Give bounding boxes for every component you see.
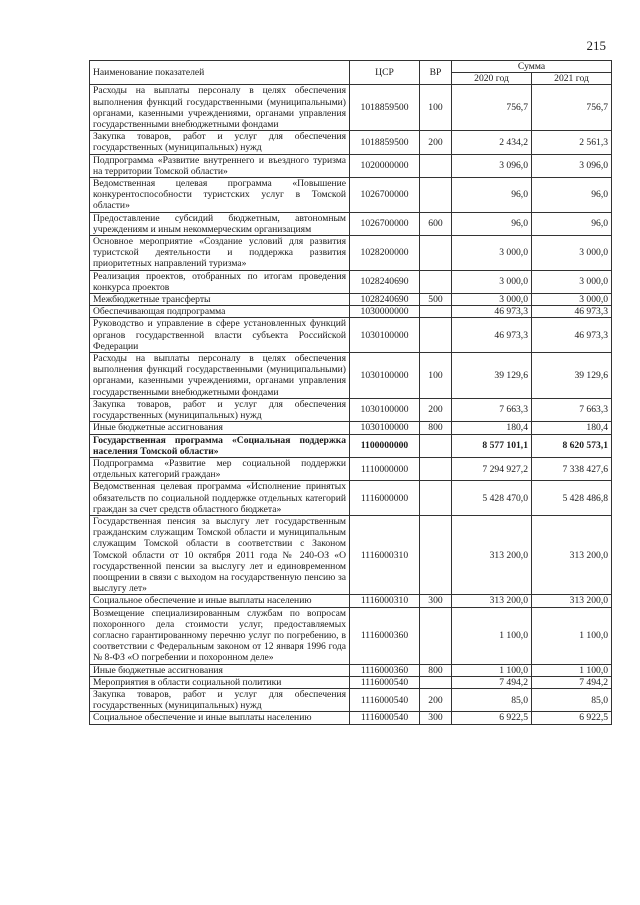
row-sum-2021: 2 561,3 bbox=[532, 131, 612, 154]
row-vr: 200 bbox=[420, 688, 452, 711]
row-sum-2021: 3 000,0 bbox=[532, 294, 612, 306]
row-name: Возмещение специализированным службам по вопросам похоронного дела стоимости услуг, предоставляемых согласно гарантированному перечню услуг по погребению, в соответствии с Федеральным законом от 12 января 1996 года № 8-ФЗ «О погребении и похоронном деле» bbox=[90, 607, 350, 664]
row-csr: 1116000360 bbox=[350, 607, 420, 664]
row-sum-2021: 3 000,0 bbox=[532, 270, 612, 293]
row-vr: 200 bbox=[420, 131, 452, 154]
row-csr: 1116000360 bbox=[350, 664, 420, 676]
table-row bbox=[90, 212, 612, 235]
row-csr: 1028240690 bbox=[350, 294, 420, 306]
row-vr bbox=[420, 236, 452, 271]
row-name: Предоставление субсидий бюджетным, автономным учреждениям и иным некоммерческим организациям bbox=[90, 212, 350, 235]
row-name: Государственная пенсия за выслугу лет государственным гражданским служащим Томской области и муниципальным служащим Томской области в соответствии с Законом Томской области от 10 октября 2011 года № 240-ОЗ «О государственной пенсии за выслугу лет и единовременном поощрении в связи с выходом на государственную пенсию за выслугу лет» bbox=[90, 515, 350, 594]
table-row bbox=[90, 595, 612, 607]
header-vr: ВР bbox=[420, 61, 452, 85]
row-sum-2020: 7 294 927,2 bbox=[452, 457, 532, 480]
row-vr: 300 bbox=[420, 712, 452, 724]
row-sum-2021: 180,4 bbox=[532, 422, 612, 434]
table-header bbox=[90, 61, 612, 85]
row-sum-2020: 3 096,0 bbox=[452, 154, 532, 177]
table-row bbox=[90, 712, 612, 724]
row-csr: 1020000000 bbox=[350, 154, 420, 177]
row-sum-2020: 1 100,0 bbox=[452, 664, 532, 676]
row-sum-2020: 7 663,3 bbox=[452, 398, 532, 421]
header-year-2021: 2021 год bbox=[532, 73, 612, 85]
row-sum-2020: 96,0 bbox=[452, 212, 532, 235]
header-sum: Сумма bbox=[452, 61, 612, 73]
row-sum-2020: 3 000,0 bbox=[452, 270, 532, 293]
row-vr bbox=[420, 676, 452, 688]
row-sum-2021: 313 200,0 bbox=[532, 595, 612, 607]
row-csr: 1028200000 bbox=[350, 236, 420, 271]
row-vr: 800 bbox=[420, 422, 452, 434]
row-sum-2020: 6 922,5 bbox=[452, 712, 532, 724]
row-csr: 1018859500 bbox=[350, 85, 420, 131]
row-csr: 1116000310 bbox=[350, 595, 420, 607]
row-sum-2020: 85,0 bbox=[452, 688, 532, 711]
row-sum-2020: 8 577 101,1 bbox=[452, 434, 532, 457]
row-vr bbox=[420, 154, 452, 177]
row-name: Социальное обеспечение и иные выплаты населению bbox=[90, 712, 350, 724]
row-csr: 1116000540 bbox=[350, 676, 420, 688]
row-vr bbox=[420, 515, 452, 594]
row-csr: 1028240690 bbox=[350, 270, 420, 293]
row-name: Межбюджетные трансферты bbox=[90, 294, 350, 306]
row-sum-2021: 96,0 bbox=[532, 212, 612, 235]
table-body bbox=[90, 85, 612, 724]
row-csr: 1030100000 bbox=[350, 318, 420, 353]
row-sum-2021: 313 200,0 bbox=[532, 515, 612, 594]
row-name: Подпрограмма «Развитие внутреннего и въездного туризма на территории Томской области» bbox=[90, 154, 350, 177]
header-csr: ЦСР bbox=[350, 61, 420, 85]
row-name: Ведомственная целевая программа «Исполнение принятых обязательств по социальной поддержке отдельных категорий граждан за счет средств областного бюджета» bbox=[90, 481, 350, 516]
row-vr bbox=[420, 481, 452, 516]
row-csr: 1116000000 bbox=[350, 481, 420, 516]
row-vr bbox=[420, 270, 452, 293]
row-sum-2020: 180,4 bbox=[452, 422, 532, 434]
row-name: Социальное обеспечение и иные выплаты населению bbox=[90, 595, 350, 607]
row-name: Руководство и управление в сфере установленных функций органов государственной власти субъекта Российской Федерации bbox=[90, 318, 350, 353]
row-vr bbox=[420, 306, 452, 318]
row-name: Государственная программа «Социальная поддержка населения Томской области» bbox=[90, 434, 350, 457]
row-vr: 300 bbox=[420, 595, 452, 607]
row-vr bbox=[420, 318, 452, 353]
budget-table bbox=[89, 60, 612, 725]
table-row bbox=[90, 131, 612, 154]
row-vr: 500 bbox=[420, 294, 452, 306]
row-csr: 1116000540 bbox=[350, 688, 420, 711]
row-sum-2021: 85,0 bbox=[532, 688, 612, 711]
row-csr: 1030100000 bbox=[350, 353, 420, 399]
row-sum-2021: 3 096,0 bbox=[532, 154, 612, 177]
row-sum-2020: 313 200,0 bbox=[452, 595, 532, 607]
row-sum-2021: 756,7 bbox=[532, 85, 612, 131]
header-year-2020: 2020 год bbox=[452, 73, 532, 85]
row-sum-2020: 7 494,2 bbox=[452, 676, 532, 688]
table-row bbox=[90, 236, 612, 271]
row-csr: 1026700000 bbox=[350, 212, 420, 235]
row-sum-2021: 7 663,3 bbox=[532, 398, 612, 421]
row-name: Иные бюджетные ассигнования bbox=[90, 422, 350, 434]
row-sum-2021: 3 000,0 bbox=[532, 236, 612, 271]
row-name: Расходы на выплаты персоналу в целях обеспечения выполнения функций государственными (муниципальными) органами, казенными учреждениями, органами управления государственными внебюджетными фондами bbox=[90, 85, 350, 131]
row-sum-2021: 7 494,2 bbox=[532, 676, 612, 688]
table-row bbox=[90, 154, 612, 177]
row-csr: 1030000000 bbox=[350, 306, 420, 318]
header-name: Наименование показателей bbox=[90, 61, 350, 85]
table-row bbox=[90, 422, 612, 434]
table-row bbox=[90, 457, 612, 480]
table-row bbox=[90, 688, 612, 711]
row-sum-2021: 96,0 bbox=[532, 178, 612, 213]
table-row bbox=[90, 318, 612, 353]
row-vr: 600 bbox=[420, 212, 452, 235]
row-sum-2021: 46 973,3 bbox=[532, 306, 612, 318]
table-row bbox=[90, 353, 612, 399]
row-sum-2021: 46 973,3 bbox=[532, 318, 612, 353]
row-sum-2021: 6 922,5 bbox=[532, 712, 612, 724]
row-sum-2020: 756,7 bbox=[452, 85, 532, 131]
row-sum-2020: 3 000,0 bbox=[452, 294, 532, 306]
row-name: Ведомственная целевая программа «Повышение конкурентоспособности туристских услуг в Томской области» bbox=[90, 178, 350, 213]
row-sum-2021: 7 338 427,6 bbox=[532, 457, 612, 480]
row-sum-2020: 46 973,3 bbox=[452, 306, 532, 318]
row-csr: 1030100000 bbox=[350, 398, 420, 421]
table-row bbox=[90, 270, 612, 293]
row-sum-2021: 5 428 486,8 bbox=[532, 481, 612, 516]
row-csr: 1110000000 bbox=[350, 457, 420, 480]
row-vr bbox=[420, 178, 452, 213]
table-row bbox=[90, 481, 612, 516]
row-vr bbox=[420, 457, 452, 480]
table-row bbox=[90, 306, 612, 318]
row-csr: 1030100000 bbox=[350, 422, 420, 434]
row-sum-2020: 39 129,6 bbox=[452, 353, 532, 399]
table-row bbox=[90, 398, 612, 421]
row-sum-2020: 5 428 470,0 bbox=[452, 481, 532, 516]
row-sum-2020: 1 100,0 bbox=[452, 607, 532, 664]
row-name: Закупка товаров, работ и услуг для обеспечения государственных (муниципальных) нужд bbox=[90, 398, 350, 421]
row-name: Расходы на выплаты персоналу в целях обеспечения выполнения функций государственными (муниципальными) органами, казенными учреждениями, органами управления государственными внебюджетными фондами bbox=[90, 353, 350, 399]
row-csr: 1100000000 bbox=[350, 434, 420, 457]
row-csr: 1018859500 bbox=[350, 131, 420, 154]
page-number: 215 bbox=[586, 38, 606, 53]
row-sum-2021: 39 129,6 bbox=[532, 353, 612, 399]
row-vr bbox=[420, 607, 452, 664]
row-sum-2020: 96,0 bbox=[452, 178, 532, 213]
table-row bbox=[90, 515, 612, 594]
row-sum-2021: 1 100,0 bbox=[532, 607, 612, 664]
row-sum-2020: 313 200,0 bbox=[452, 515, 532, 594]
table-row bbox=[90, 607, 612, 664]
row-vr: 800 bbox=[420, 664, 452, 676]
row-sum-2021: 1 100,0 bbox=[532, 664, 612, 676]
table-row bbox=[90, 434, 612, 457]
row-vr bbox=[420, 434, 452, 457]
row-sum-2020: 3 000,0 bbox=[452, 236, 532, 271]
row-name: Закупка товаров, работ и услуг для обеспечения государственных (муниципальных) нужд bbox=[90, 688, 350, 711]
table-row bbox=[90, 676, 612, 688]
row-csr: 1026700000 bbox=[350, 178, 420, 213]
table-row bbox=[90, 664, 612, 676]
table-row bbox=[90, 85, 612, 131]
row-sum-2020: 2 434,2 bbox=[452, 131, 532, 154]
table-row bbox=[90, 294, 612, 306]
row-csr: 1116000310 bbox=[350, 515, 420, 594]
row-sum-2020: 46 973,3 bbox=[452, 318, 532, 353]
row-sum-2021: 8 620 573,1 bbox=[532, 434, 612, 457]
row-name: Мероприятия в области социальной политики bbox=[90, 676, 350, 688]
table-row bbox=[90, 178, 612, 213]
row-name: Подпрограмма «Развитие мер социальной поддержки отдельных категорий граждан» bbox=[90, 457, 350, 480]
row-name: Основное мероприятие «Создание условий для развития туристской деятельности и поддержка развития приоритетных направлений туризма» bbox=[90, 236, 350, 271]
row-name: Иные бюджетные ассигнования bbox=[90, 664, 350, 676]
row-csr: 1116000540 bbox=[350, 712, 420, 724]
row-name: Обеспечивающая подпрограмма bbox=[90, 306, 350, 318]
row-vr: 100 bbox=[420, 85, 452, 131]
row-name: Закупка товаров, работ и услуг для обеспечения государственных (муниципальных) нужд bbox=[90, 131, 350, 154]
row-name: Реализация проектов, отобранных по итогам проведения конкурса проектов bbox=[90, 270, 350, 293]
row-vr: 100 bbox=[420, 353, 452, 399]
row-vr: 200 bbox=[420, 398, 452, 421]
